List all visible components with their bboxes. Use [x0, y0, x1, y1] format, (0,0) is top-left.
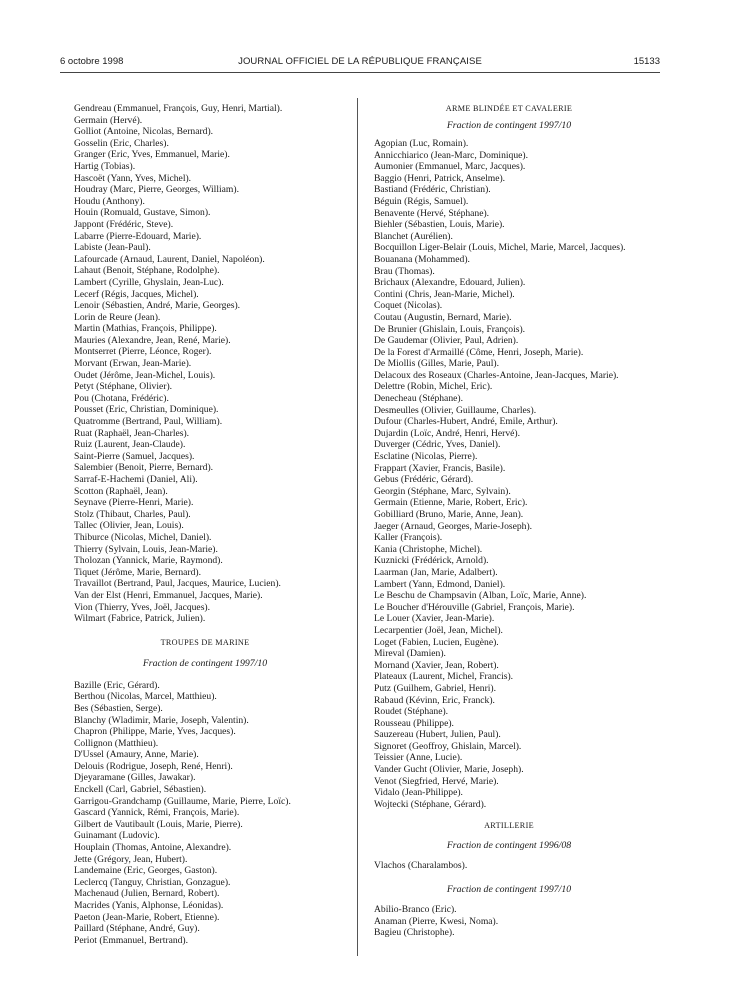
- list-item: Hartig (Tobias).: [74, 160, 136, 172]
- list-item: Lambert (Yann, Edmond, Daniel).: [374, 578, 506, 590]
- list-item: Brau (Thomas).: [374, 265, 435, 277]
- list-item: Vlachos (Charalambos).: [374, 860, 468, 872]
- list-item: Lenoir (Sébastien, André, Marie, Georges).: [74, 300, 241, 312]
- list-item: D'Ussel (Amaury, Anne, Marie).: [74, 749, 199, 761]
- list-item: Le Boucher d'Hérouville (Gabriel, François, Marie).: [374, 601, 575, 613]
- list-item: Pousset (Eric, Christian, Dominique).: [74, 404, 219, 416]
- list-item: Benavente (Hervé, Stéphane).: [374, 207, 490, 219]
- list-item: Le Louer (Xavier, Jean-Marie).: [374, 613, 495, 625]
- list-item: Germain (Hervé).: [74, 114, 143, 126]
- list-item: Gebus (Frédéric, Gérard).: [374, 474, 474, 486]
- list-item: Landemaine (Eric, Georges, Gaston).: [74, 865, 218, 877]
- list-item: Djeyaramane (Gilles, Jawakar).: [74, 772, 196, 784]
- list-item: Kania (Christophe, Michel).: [374, 543, 483, 555]
- section-title-troupes-de-marine: TROUPES DE MARINE: [160, 637, 250, 647]
- list-item: Guinamant (Ludovic).: [74, 830, 160, 842]
- list-item: Georgin (Stéphane, Marc, Sylvain).: [374, 485, 511, 497]
- list-item: Loget (Fabien, Lucien, Eugène).: [374, 636, 499, 648]
- list-item: Lambert (Cyrille, Ghyslain, Jean-Luc).: [74, 276, 224, 288]
- list-item: Gobilliard (Bruno, Marie, Anne, Jean).: [374, 509, 524, 520]
- list-item: Kaller (François).: [374, 532, 443, 544]
- list-item: Houin (Romuald, Gustave, Simon).: [74, 207, 211, 219]
- list-item: Dufour (Charles-Hubert, André, Emile, Arthur).: [374, 416, 558, 428]
- list-item: Dujardin (Loïc, André, Henri, Hervé).: [374, 427, 520, 439]
- list-item: Paeton (Jean-Marie, Robert, Etienne).: [74, 911, 220, 923]
- spacer: [374, 831, 644, 840]
- list-item: Abilio-Branco (Eric).: [374, 904, 457, 916]
- list-item: Rabaud (Kévinn, Eric, Franck).: [374, 694, 495, 706]
- list-item: Denecheau (Stéphane).: [374, 393, 463, 405]
- list-item: Ruiz (Laurent, Jean-Claude).: [74, 439, 186, 451]
- list-item: De Brunier (Ghislain, Louis, François).: [374, 323, 526, 335]
- spacer: [74, 625, 336, 637]
- fraction-title-cavalerie: Fraction de contingent 1997/10: [446, 120, 572, 131]
- list-item: Seynave (Pierre-Henri, Marie).: [74, 497, 194, 509]
- list-item: Bazille (Eric, Gérard).: [74, 679, 160, 691]
- list-item: Morvant (Erwan, Jean-Marie).: [74, 358, 192, 370]
- spacer: [74, 670, 336, 680]
- list-item: Houdu (Anthony).: [74, 195, 145, 207]
- list-item: Annicchiarico (Jean-Marc, Dominique).: [374, 149, 528, 161]
- list-item: Pou (Chotana, Frédéric).: [74, 392, 169, 404]
- list-item: Labiste (Jean-Paul).: [74, 242, 151, 254]
- list-item: Thierry (Sylvain, Louis, Jean-Marie).: [74, 543, 218, 555]
- artillerie-1997-name-list: [374, 904, 644, 939]
- list-item: Van der Elst (Henri, Emmanuel, Jacques, Marie).: [74, 589, 263, 601]
- list-item: Blanchy (Wladimir, Marie, Joseph, Valentin).: [74, 714, 249, 726]
- list-item: Thiburce (Nicolas, Michel, Daniel).: [74, 531, 212, 543]
- list-item: Tiquet (Jérôme, Marie, Bernard).: [74, 566, 201, 578]
- header-date: 6 octobre 1998: [60, 56, 124, 67]
- left-name-list: [74, 103, 336, 625]
- list-item: Enckell (Carl, Gabriel, Sébastien).: [74, 784, 207, 796]
- list-item: Signoret (Geoffroy, Ghislain, Marcel).: [374, 740, 522, 752]
- list-item: Agopian (Luc, Romain).: [374, 138, 469, 149]
- list-item: Travaillot (Bertrand, Paul, Jacques, Maurice, Lucien).: [74, 578, 281, 590]
- list-item: Hascoët (Yann, Yves, Michel).: [74, 172, 192, 184]
- list-item: Lafourcade (Arnaud, Laurent, Daniel, Napoléon).: [74, 253, 265, 265]
- list-item: Ruat (Raphaël, Jean-Charles).: [74, 427, 190, 439]
- list-item: Gosselin (Eric, Charles).: [74, 137, 169, 149]
- list-item: De la Forest d'Armaillé (Côme, Henri, Joseph, Marie).: [374, 346, 584, 358]
- list-item: Oudet (Jérôme, Jean-Michel, Louis).: [74, 369, 216, 381]
- list-item: De Miollis (Gilles, Marie, Paul).: [374, 358, 499, 370]
- column-divider: [357, 98, 358, 956]
- spacer: [374, 872, 644, 884]
- page-header: [60, 56, 660, 70]
- list-item: Bastiand (Frédéric, Christian).: [374, 184, 491, 196]
- spacer: [374, 896, 644, 904]
- list-item: Baggio (Henri, Patrick, Anselme).: [374, 172, 506, 184]
- list-item: Duverger (Cédric, Yves, Daniel).: [374, 439, 501, 451]
- list-item: Houplain (Thomas, Antoine, Alexandre).: [74, 842, 232, 854]
- list-item: Aumonier (Emmanuel, Marc, Jacques).: [374, 161, 526, 173]
- list-item: Rousseau (Philippe).: [374, 717, 454, 729]
- list-item: Mauries (Alexandre, Jean, René, Marie).: [74, 334, 231, 346]
- list-item: Plateaux (Laurent, Michel, Francis).: [374, 671, 514, 683]
- list-item: Saint-Pierre (Samuel, Jacques).: [74, 450, 195, 462]
- list-item: Lecerf (Régis, Jacques, Michel).: [74, 288, 199, 300]
- list-item: Laarman (Jan, Marie, Adalbert).: [374, 566, 498, 578]
- list-item: Lorin de Reure (Jean).: [74, 311, 161, 323]
- list-item: Berthou (Nicolas, Marcel, Matthieu).: [74, 691, 217, 703]
- list-item: Vidalo (Jean-Philippe).: [374, 787, 463, 799]
- spacer: [374, 852, 644, 860]
- list-item: Scotton (Raphaël, Jean).: [74, 485, 168, 497]
- list-item: Salembier (Benoit, Pierre, Bernard).: [74, 462, 214, 474]
- list-item: Biehler (Sébastien, Louis, Marie).: [374, 219, 505, 231]
- list-item: Stolz (Thibaut, Charles, Paul).: [74, 508, 191, 520]
- list-item: Martin (Mathias, François, Philippe).: [74, 323, 217, 335]
- list-item: Lahaut (Benoit, Stéphane, Rodolphe).: [74, 265, 220, 277]
- list-item: Gascard (Yannick, Rémi, François, Marie).: [74, 807, 240, 819]
- list-item: Machenaud (Julien, Bernard, Robert).: [74, 888, 220, 900]
- list-item: Wilmart (Fabrice, Patrick, Julien).: [74, 613, 206, 625]
- list-item: Macrides (Yanis, Alphonse, Léonidas).: [74, 900, 224, 911]
- list-item: Bocquillon Liger-Belair (Louis, Michel, Marie, Marcel, Jacques).: [374, 242, 626, 254]
- section-title-artillerie: ARTILLERIE: [484, 821, 534, 831]
- list-item: Montserret (Pierre, Léonce, Roger).: [74, 346, 212, 358]
- list-item: Bagieu (Christophe).: [374, 927, 455, 939]
- header-rule: [60, 72, 660, 73]
- list-item: Leclercq (Tanguy, Christian, Gonzague).: [74, 876, 231, 888]
- list-item: Petyt (Stéphane, Olivier).: [74, 381, 173, 393]
- list-item: Le Beschu de Champsavin (Alban, Loïc, Marie, Anne).: [374, 590, 587, 602]
- fraction-title-artillerie-1997: Fraction de contingent 1997/10: [446, 884, 572, 896]
- list-item: Esclatine (Nicolas, Pierre).: [374, 451, 478, 463]
- list-item: Roudet (Stéphane).: [374, 706, 449, 718]
- list-item: Putz (Guilhem, Gabriel, Henri).: [374, 682, 497, 694]
- right-column: [374, 103, 644, 939]
- list-item: Jette (Grégory, Jean, Hubert).: [74, 853, 188, 865]
- list-item: Anaman (Pierre, Kwesi, Noma).: [374, 915, 499, 927]
- list-item: Chapron (Philippe, Marie, Yves, Jacques).: [74, 726, 236, 738]
- list-item: Lecarpentier (Joël, Jean, Michel).: [374, 624, 503, 636]
- artillerie-1996-name-list: [374, 860, 644, 872]
- list-item: Jappont (Frédéric, Steve).: [74, 218, 174, 230]
- spacer: [74, 648, 336, 658]
- list-item: Brichaux (Alexandre, Edouard, Julien).: [374, 277, 526, 289]
- list-item: Desmeulles (Olivier, Guillaume, Charles).: [374, 404, 537, 416]
- list-item: Delacoux des Roseaux (Charles-Antoine, Jean-Jacques, Marie).: [374, 369, 619, 381]
- spacer: [374, 810, 644, 820]
- list-item: Germain (Etienne, Marie, Robert, Eric).: [374, 497, 528, 509]
- list-item: Mireval (Damien).: [374, 648, 446, 660]
- list-item: Kuznicki (Frédérick, Arnold).: [374, 555, 489, 567]
- list-item: Quatromme (Bertrand, Paul, William).: [74, 416, 223, 428]
- list-item: Vander Gucht (Olivier, Marie, Joseph).: [374, 764, 524, 776]
- list-item: Gendreau (Emmanuel, François, Guy, Henri, Martial).: [74, 103, 283, 114]
- list-item: Coquet (Nicolas).: [374, 300, 443, 312]
- list-item: Coutau (Augustin, Bernard, Marie).: [374, 311, 512, 323]
- list-item: Frappart (Xavier, Francis, Basile).: [374, 462, 506, 474]
- list-item: Garrigou-Grandchamp (Guillaume, Marie, Pierre, Loïc).: [74, 795, 291, 807]
- list-item: Bouanana (Mohammed).: [374, 253, 470, 265]
- list-item: Blanchet (Aurélien).: [374, 230, 453, 242]
- list-item: Gilbert de Vautibault (Louis, Marie, Pierre).: [74, 818, 243, 830]
- list-item: Delettre (Robin, Michel, Eric).: [374, 381, 493, 393]
- marine-name-list: [74, 680, 336, 947]
- list-item: Mornand (Xavier, Jean, Robert).: [374, 659, 499, 671]
- list-item: Contini (Chris, Jean-Marie, Michel).: [374, 288, 515, 300]
- list-item: Collignon (Matthieu).: [74, 737, 159, 749]
- header-title: JOURNAL OFFICIEL DE LA RÉPUBLIQUE FRANÇAISE: [238, 56, 482, 67]
- list-item: Wojtecki (Stéphane, Gérard).: [374, 798, 487, 810]
- list-item: De Gaudemar (Olivier, Paul, Adrien).: [374, 335, 519, 347]
- list-item: Sauzereau (Hubert, Julien, Paul).: [374, 729, 501, 741]
- fraction-title-artillerie-1996: Fraction de contingent 1996/08: [446, 840, 572, 852]
- list-item: Houdray (Marc, Pierre, Georges, William).: [74, 184, 239, 196]
- list-item: Tholozan (Yannick, Marie, Raymond).: [74, 555, 223, 567]
- list-item: Paillard (Stéphane, André, Guy).: [74, 923, 200, 935]
- list-item: Venot (Siegfried, Hervé, Marie).: [374, 775, 499, 787]
- list-item: Sarraf-E-Hachemi (Daniel, Ali).: [74, 474, 198, 485]
- cavalerie-name-list: [374, 138, 644, 810]
- list-item: Bes (Sébastien, Serge).: [74, 702, 163, 714]
- list-item: Labarre (Pierre-Edouard, Marie).: [74, 230, 202, 242]
- section-title-arme-blindee: ARME BLINDÉE ET CAVALERIE: [445, 104, 573, 113]
- fraction-title-marine: Fraction de contingent 1997/10: [142, 657, 268, 669]
- list-item: Béguin (Régis, Samuel).: [374, 195, 469, 207]
- list-item: Vion (Thierry, Yves, Joël, Jacques).: [74, 601, 211, 613]
- list-item: Tallec (Olivier, Jean, Louis).: [74, 520, 184, 532]
- list-item: Jaeger (Arnaud, Georges, Marie-Joseph).: [374, 520, 533, 532]
- list-item: Granger (Eric, Yves, Emmanuel, Marie).: [74, 149, 230, 161]
- left-column: [74, 103, 336, 946]
- list-item: Golliot (Antoine, Nicolas, Bernard).: [74, 126, 214, 138]
- header-page-number: 15133: [633, 56, 660, 67]
- list-item: Teissier (Anne, Lucie).: [374, 752, 463, 764]
- list-item: Periot (Emmanuel, Bertrand).: [74, 934, 189, 946]
- list-item: Delouis (Rodrigue, Joseph, René, Henri).: [74, 760, 233, 772]
